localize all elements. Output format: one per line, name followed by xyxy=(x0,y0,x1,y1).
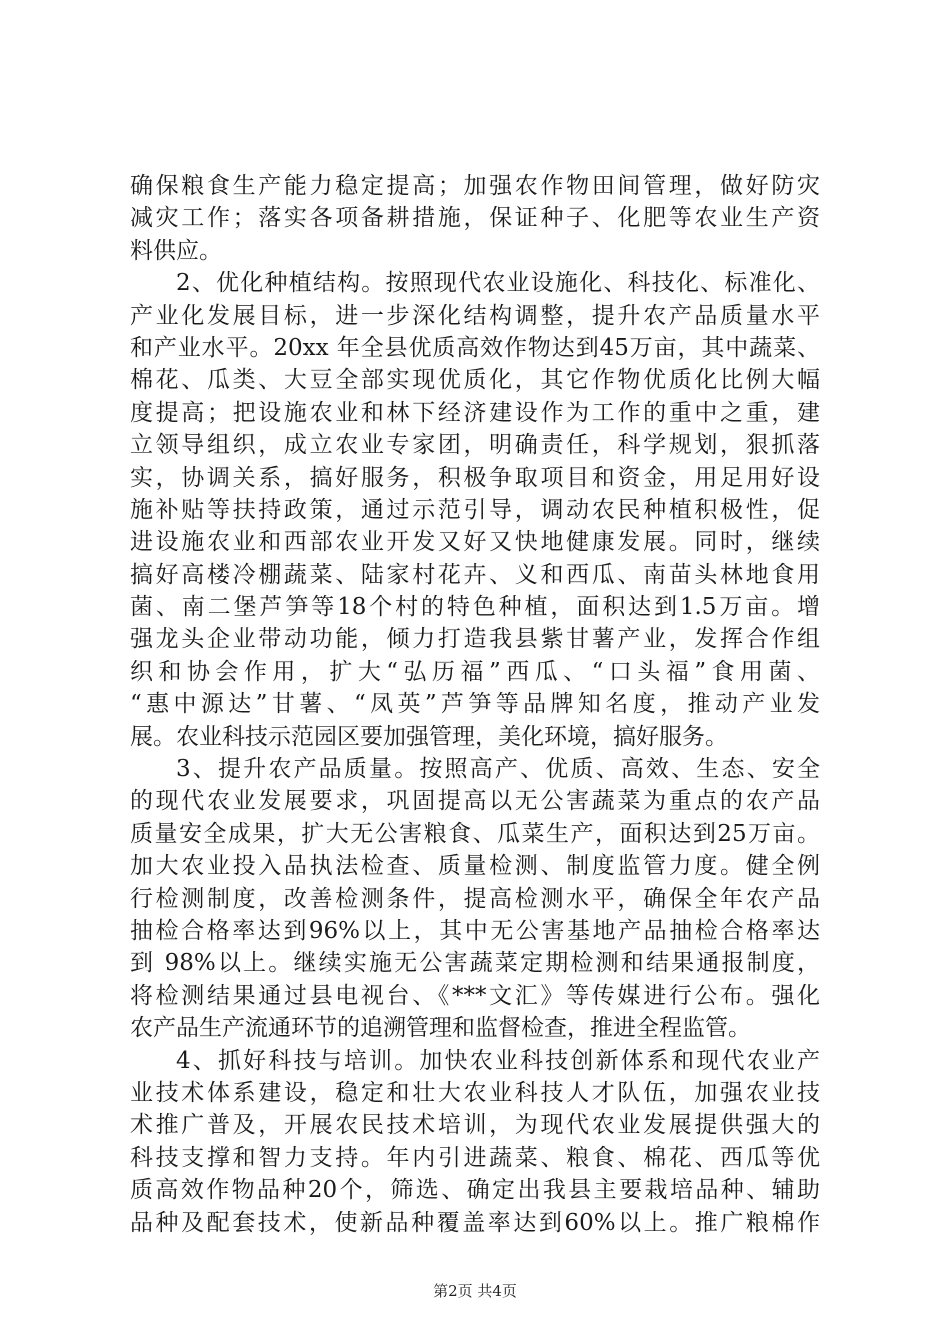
text-line: 菌、南二堡芦笋等18个村的特色种植，面积达到1.5万亩。增 xyxy=(130,594,820,621)
text-line: 确保粮食生产能力稳定提高；加强农作物田间管理，做好防灾 xyxy=(130,173,820,199)
text-line: 业技术体系建设，稳定和壮大农业科技人才队伍，加强农业技 xyxy=(130,1079,820,1106)
text-line: 加大农业投入品执法检查、质量检测、制度监管力度。健全例 xyxy=(130,853,820,880)
text-line: 术推广普及，开展农民技术培训，为现代农业发展提供强大的 xyxy=(130,1112,820,1139)
text-line: 3、提升农产品质量。按照高产、优质、高效、生态、安全 xyxy=(176,756,820,783)
text-line: 将检测结果通过县电视台、《***文汇》等传媒进行公布。强化 xyxy=(130,982,820,1009)
text-line: 4、抓好科技与培训。加快农业科技创新体系和现代农业产 xyxy=(176,1047,820,1074)
text-line: 度提高；把设施农业和林下经济建设作为工作的重中之重，建 xyxy=(130,399,820,426)
text-line: 展。农业科技示范园区要加强管理，美化环境，搞好服务。 xyxy=(130,723,728,750)
text-line: 行检测制度，改善检测条件，提高检测水平，确保全年农产品 xyxy=(130,885,820,912)
text-line: 和产业水平。20xx 年全县优质高效作物达到45万亩，其中蔬菜、 xyxy=(130,334,820,361)
text-line: 抽检合格率达到96%以上，其中无公害基地产品抽检合格率达 xyxy=(130,917,820,944)
text-line: “惠中源达”甘薯、“凤英”芦笋等品牌知名度，推动产业发 xyxy=(130,691,820,718)
text-line: 搞好高楼冷棚蔬菜、陆家村花卉、义和西瓜、南苗头林地食用 xyxy=(130,561,820,588)
page-footer: 第2页 共4页 xyxy=(433,1282,517,1300)
text-line: 质量安全成果，扩大无公害粮食、瓜菜生产，面积达到25万亩。 xyxy=(130,820,820,847)
text-line: 施补贴等扶持政策，通过示范引导，调动农民种植积极性，促 xyxy=(130,496,820,523)
text-line: 到 98%以上。继续实施无公害蔬菜定期检测和结果通报制度， xyxy=(130,950,820,977)
text-line: 实，协调关系，搞好服务，积极争取项目和资金，用足用好设 xyxy=(130,464,820,491)
body-text xyxy=(130,170,820,1239)
text-line: 立领导组织，成立农业专家团，明确责任，科学规划，狠抓落 xyxy=(130,432,820,459)
text-line: 料供应。 xyxy=(130,237,222,264)
text-line: 农产品生产流通环节的追溯管理和监督检查，推进全程监管。 xyxy=(130,1015,751,1042)
text-line: 质高效作物品种20个，筛选、确定出我县主要栽培品种、辅助 xyxy=(130,1177,820,1204)
text-line: 产业化发展目标，进一步深化结构调整，提升农产品质量水平 xyxy=(130,302,820,329)
text-line: 科技支撑和智力支持。年内引进蔬菜、粮食、棉花、西瓜等优 xyxy=(130,1144,820,1171)
text-line: 棉花、瓜类、大豆全部实现优质化，其它作物优质化比例大幅 xyxy=(130,367,820,394)
text-line: 的现代农业发展要求，巩固提高以无公害蔬菜为重点的农产品 xyxy=(130,788,820,815)
text-line: 2、优化种植结构。按照现代农业设施化、科技化、标准化、 xyxy=(176,270,820,297)
text-line: 进设施农业和西部农业开发又好又快地健康发展。同时，继续 xyxy=(130,529,820,556)
text-line: 减灾工作；落实各项备耕措施，保证种子、化肥等农业生产资 xyxy=(130,205,820,232)
text-line: 织和协会作用，扩大“弘历福”西瓜、“口头福”食用菌、 xyxy=(130,658,820,685)
text-line: 品种及配套技术，使新品种覆盖率达到60%以上。推广粮棉作 xyxy=(130,1209,820,1236)
text-line: 强龙头企业带动功能，倾力打造我县紫甘薯产业，发挥合作组 xyxy=(130,626,820,653)
